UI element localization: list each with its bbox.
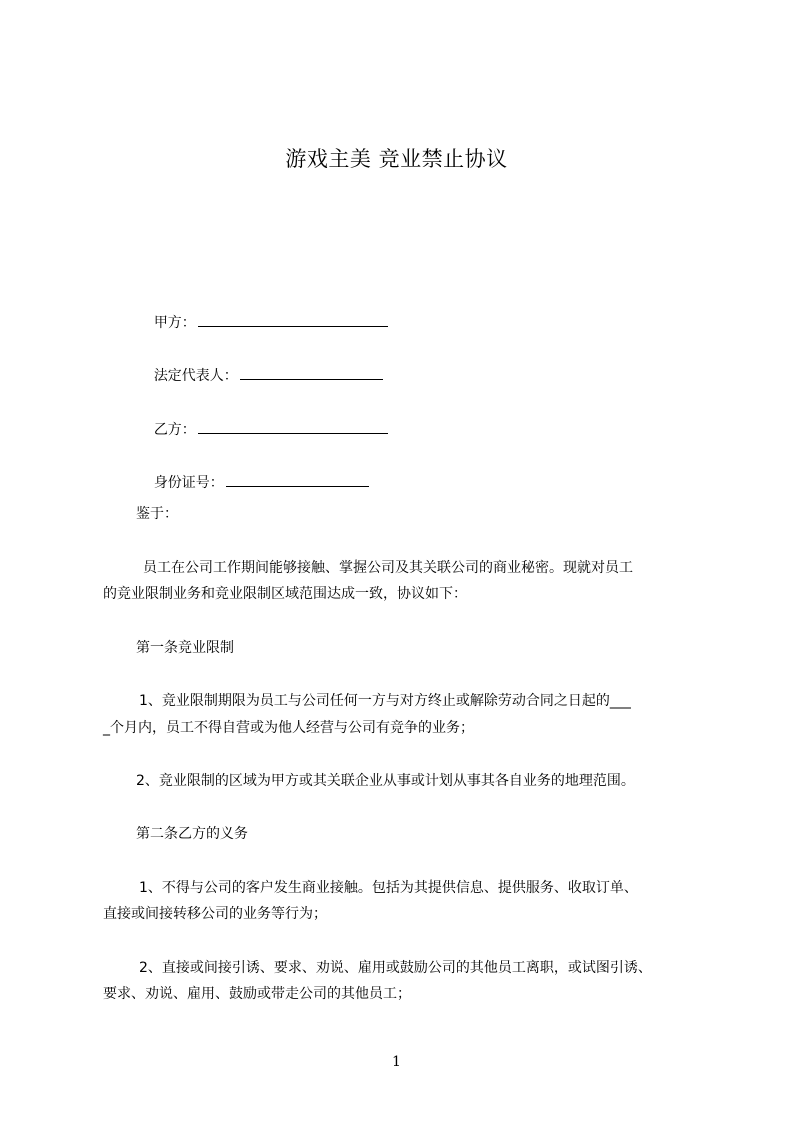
legal-rep-blank[interactable] (240, 365, 383, 380)
intro-line-1: 员工在公司工作期间能够接触、掌握公司及其关联公司的商业秘密。现就对员工 (143, 560, 633, 576)
page-number: 1 (392, 1054, 401, 1070)
article-1-heading: 第一条竞业限制 (136, 640, 234, 656)
party-b-label: 乙方： (153, 422, 196, 438)
article-1-item-1-line-2: _个月内，员工不得自营或为他人经营与公司有竞争的业务； (103, 720, 474, 736)
id-number-label: 身份证号： (153, 475, 224, 491)
party-a-blank[interactable] (198, 312, 388, 327)
intro-line-2: 的竞业限制业务和竞业限制区域范围达成一致，协议如下： (103, 586, 467, 602)
article-2-item-1-line-1: 1、不得与公司的客户发生商业接触。包括为其提供信息、提供服务、收取订单、 (139, 880, 638, 896)
article-2-item-2-line-1: 2、直接或间接引诱、要求、劝说、雇用或鼓励公司的其他员工离职，或试图引诱、 (139, 960, 652, 976)
whereas-heading: 鉴于： (136, 506, 178, 522)
article-2-item-1-line-2: 直接或间接转移公司的业务等行为； (103, 906, 327, 922)
article-1-item-1-line-1: 1、竞业限制期限为员工与公司任何一方与对方终止或解除劳动合同之日起的___ (139, 693, 631, 709)
id-number-blank[interactable] (226, 472, 369, 487)
article-2-heading: 第二条乙方的义务 (136, 826, 248, 842)
party-b-blank[interactable] (198, 419, 388, 434)
article-2-item-2-line-2: 要求、劝说、雇用、鼓励或带走公司的其他员工； (103, 986, 411, 1002)
article-1-item-2: 2、竞业限制的区域为甲方或其关联企业从事或计划从事其各自业务的地理范围。 (136, 773, 635, 789)
party-a-label: 甲方： (153, 315, 196, 331)
document-title: 游戏主美 竞业禁止协议 (285, 147, 508, 171)
legal-rep-label: 法定代表人： (153, 368, 238, 384)
